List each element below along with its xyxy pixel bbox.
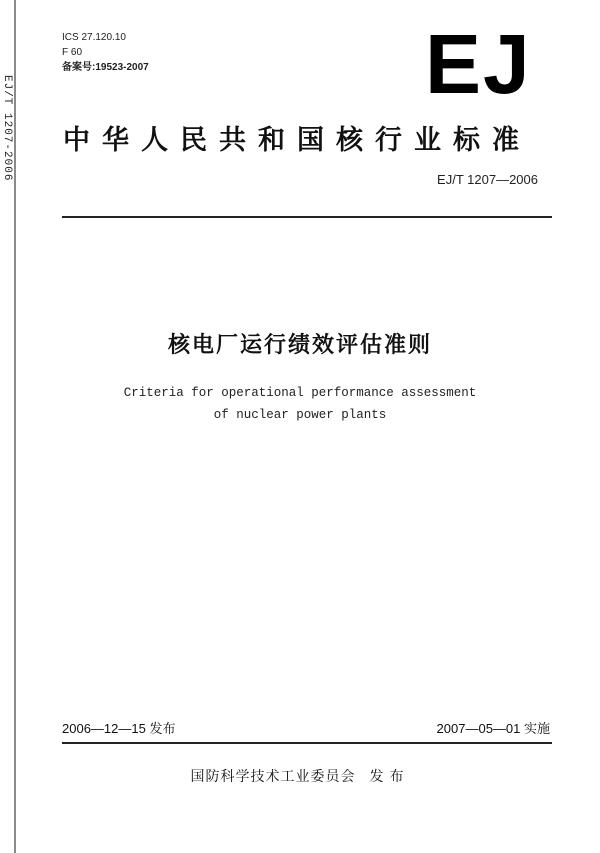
ics-code: ICS 27.120.10 (62, 32, 126, 43)
binding-edge (14, 0, 16, 853)
issuer-name: 国防科学技术工业委员会 (190, 769, 356, 785)
implementation-date: 2007—05—01 实施 (436, 721, 550, 736)
classification-block (62, 30, 149, 75)
spine-label: EJ/T 1207-2006 (1, 75, 13, 182)
ej-logo: EJ (425, 17, 532, 111)
document-title-en (0, 382, 600, 426)
title-en-line-2: of nuclear power plants (213, 408, 387, 422)
standard-number: EJ/T 1207—2006 (437, 172, 538, 187)
issue-date: 2006—12—15 发布 (62, 721, 176, 736)
issuer-action: 发布 (369, 769, 410, 785)
filing-number: 备案号:19523-2007 (62, 62, 149, 73)
footer-divider (62, 742, 552, 744)
issuer-line (0, 766, 600, 786)
standard-title: 中华人民共和国核行业标准 (63, 125, 531, 156)
ccs-code: F 60 (62, 47, 83, 58)
document-title-cn: 核电厂运行绩效评估准则 (167, 333, 432, 358)
header-divider (62, 216, 552, 218)
title-en-line-1: Criteria for operational performance assessment (123, 386, 477, 400)
